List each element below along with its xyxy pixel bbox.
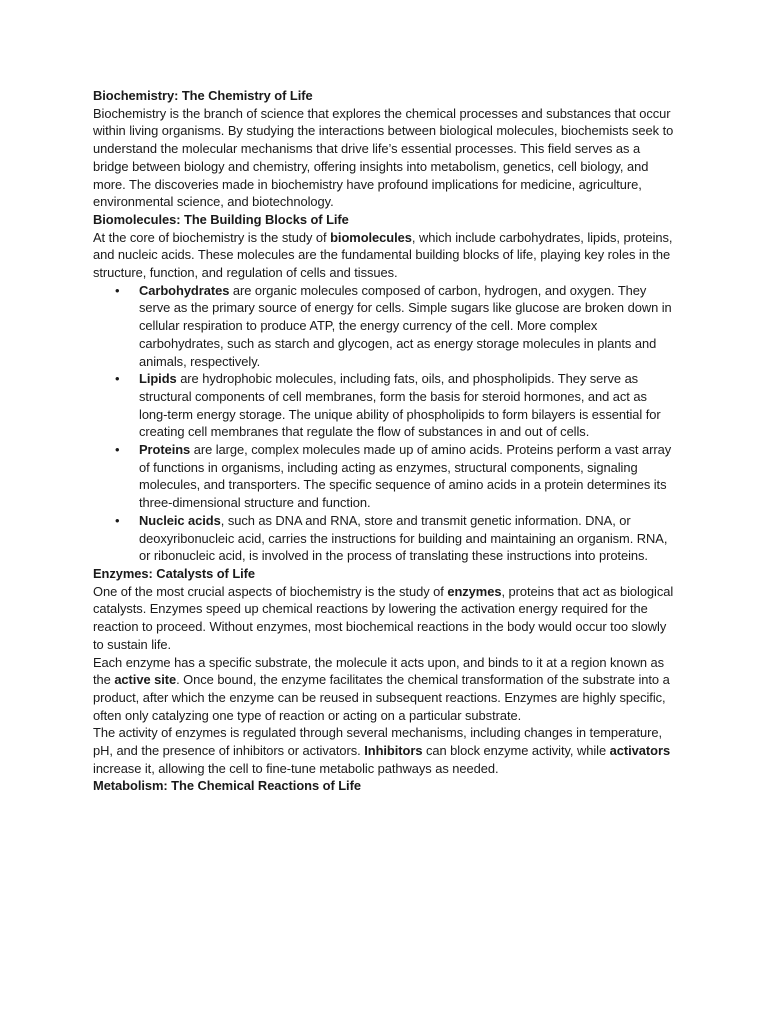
- list-item-text: are hydrophobic molecules, including fats, oils, and phospholipids. They serve as structural components of cell membranes, form the basis for steroid hormones, and act as long-term energy storage. The unique ability of phospholipids to form bilayers is essential for creating cell membranes that regulate the flow of substances in and out of cells.: [139, 371, 661, 440]
- paragraph-enzymes-3: [93, 724, 675, 777]
- text-run: One of the most crucial aspects of biochemistry is the study of: [93, 583, 448, 599]
- bold-term: Lipids: [139, 371, 177, 387]
- bold-term: active site: [114, 672, 177, 688]
- text-run: can block enzyme activity, while: [422, 743, 610, 759]
- text-run: increase it, allowing the cell to fine-tune metabolic pathways as needed.: [93, 760, 499, 776]
- biomolecule-list: [93, 282, 675, 565]
- text-run: , which include carbohydrates, lipids, proteins, and nucleic acids. These molecules are the fundamental building blocks of life, playing key roles in the structure, function, and regulation of cells and tissues.: [93, 229, 673, 281]
- text-run: Each enzyme has a specific substrate, the molecule it acts upon, and binds to it at a region known as the: [93, 654, 665, 688]
- bold-term: enzymes: [447, 583, 502, 599]
- paragraph-enzymes-2: [93, 654, 675, 725]
- list-item-lipids: [139, 370, 675, 441]
- section-heading-metabolism: Metabolism: The Chemical Reactions of Life: [93, 778, 361, 794]
- section-heading-biochemistry: Biochemistry: The Chemistry of Life: [93, 88, 313, 103]
- document-body: [93, 87, 675, 795]
- list-item-text: are large, complex molecules made up of amino acids. Proteins perform a vast array of functions in organisms, including acting as enzymes, structural components, signaling molecules, and transporters. The specific sequence of amino acids in a protein determines its three-dimensional structure and function.: [139, 442, 672, 511]
- list-item-text: , such as DNA and RNA, store and transmit genetic information. DNA, or deoxyribonucleic acid, carries the instructions for building and maintaining an organism. RNA, or ribonucleic acid, is involved in the process of translating these instructions into proteins.: [139, 512, 668, 564]
- bold-term: Inhibitors: [364, 743, 423, 759]
- bold-term: biomolecules: [330, 229, 412, 245]
- text-run: . Once bound, the enzyme facilitates the chemical transformation of the substrate into a product, after which the enzyme can be reused in subsequent reactions. Enzymes are highly specific, often only catalyzing one type of reaction or acting on a particular substrate.: [93, 672, 670, 723]
- list-item-carbohydrates: [139, 282, 675, 371]
- bold-term: Nucleic acids: [139, 512, 221, 528]
- text-run: , proteins that act as biological catalysts. Enzymes speed up chemical reactions by lowering the activation energy required for the reaction to proceed. Without enzymes, most biochemical reactions in the body would occur too slowly to sustain life.: [93, 583, 674, 652]
- list-item-nucleic-acids: [139, 512, 675, 565]
- paragraph-biochemistry-intro: Biochemistry is the branch of science that explores the chemical processes and substances that occur within living organisms. By studying the interactions between biological molecules, biochemists seek to understand the molecular mechanisms that drive life’s essential processes. This field serves as a bridge between biology and chemistry, offering insights into metabolism, genetics, cell biology, and more. The discoveries made in biochemistry have profound implications for medicine, agriculture, environmental science, and biotechnology.: [93, 105, 674, 210]
- list-item-text: are organic molecules composed of carbon, hydrogen, and oxygen. They serve as the primary source of energy for cells. Simple sugars like glucose are broken down in cellular respiration to produce ATP, the energy currency of the cell. More complex carbohydrates, such as starch and glycogen, act as energy storage molecules in plants and animals, respectively.: [139, 282, 672, 369]
- bold-term: activators: [609, 743, 671, 759]
- paragraph-enzymes-1: [93, 583, 675, 654]
- bold-term: Proteins: [139, 442, 191, 458]
- paragraph-biomolecules-intro: [93, 229, 675, 282]
- list-item-proteins: [139, 441, 675, 512]
- text-run: The activity of enzymes is regulated through several mechanisms, including changes in temperature, pH, and the presence of inhibitors or activators.: [93, 725, 663, 759]
- bold-term: Carbohydrates: [139, 282, 230, 298]
- text-run: At the core of biochemistry is the study of: [93, 229, 331, 245]
- section-heading-enzymes: Enzymes: Catalysts of Life: [93, 565, 256, 581]
- section-heading-biomolecules: Biomolecules: The Building Blocks of Life: [93, 211, 349, 227]
